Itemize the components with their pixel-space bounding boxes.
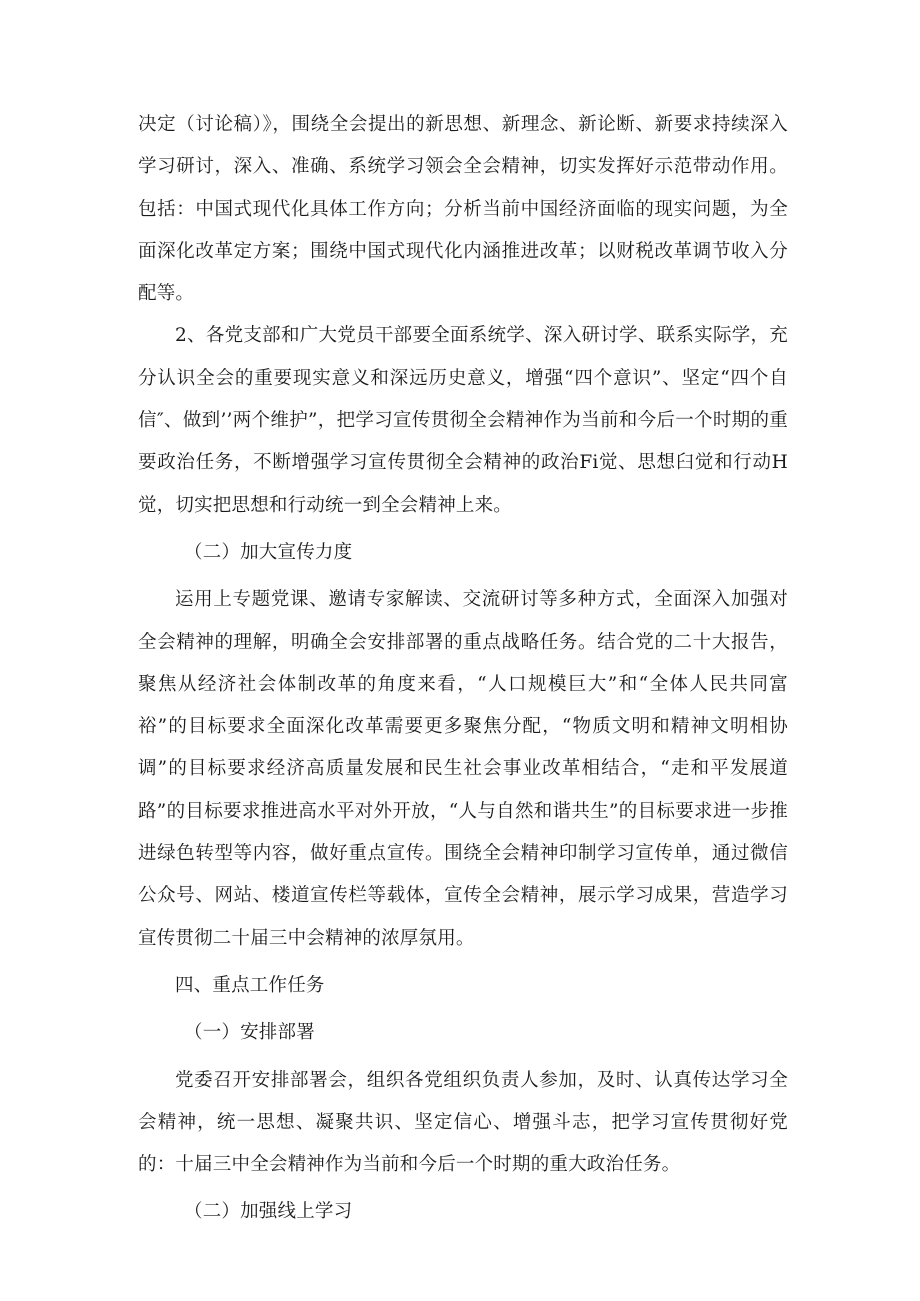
paragraph-decision-study: 决定（讨论稿）》，围绕全会提出的新思想、新理念、新论断、新要求持续深入学习研讨，深入、准确、系统学习领会全会精神，切实发挥好示范带动作用。包括：中国式现代化具体工作方向；分析当前中国经济面临的现实问题，为全面深化改革定方案；围绕中国式现代化内涵推进改革；以财税改革调节收入分配等。 [138,114,788,305]
paragraph-arrangement-meeting: 党委召开安排部署会，组织各党组织负责人参加，及时、认真传达学习全会精神，统一思想、凝聚共识、坚定信心、增强斗志，把学习宣传贯彻好党的：十届三中全会精神作为当前和今后一个时期的重大政治任务。 [138,1069,788,1176]
heading-key-tasks: 四、重点工作任务 [175,974,325,996]
document-body [138,104,788,1234]
paragraph-propaganda-methods: 运用上专题党课、邀请专家解读、交流研讨等多种方式，全面深入加强对全会精神的理解，明确全会安排部署的重点战略任务。结合党的二十大报告，聚焦从经济社会体制改革的角度来看，“人口规模巨大”和“全体人民共同富裕”的目标要求全面深化改革需要更多聚焦分配，“物质文明和精神文明相协调”的目标要求经济高质量发展和民生社会事业改革相结合，“走和平发展道路”的目标要求推进高水平对外开放，“人与自然和谐共生”的目标要求进一步推进绿色转型等内容，做好重点宣传。围绕全会精神印制学习宣传单，通过微信公众号、网站、楼道宣传栏等载体，宣传全会精神，展示学习成果，营造学习宣传贯彻二十届三中会精神的浓厚氛用。 [138,589,788,949]
heading-online-study: （二）加强线上学习 [184,1201,353,1223]
heading-propaganda: （二）加大宣传力度 [184,541,353,563]
heading-arrangement: （一）安排部署 [184,1022,315,1044]
paragraph-party-branches: 2、各党支部和广大党员干部要全面系统学、深入研讨学、联系实际学，充分认识全会的重要现实意义和深远历史意义，增强“四个意识”、坚定“四个自信″、做到’’两个维护”，把学习宣传贯彻全会精神作为当前和今后一个时期的重要政治任务，不断增强学习宣传贯彻全会精神的政治Fi觉、思想臼觉和行动H觉，切实把思想和行动统一到全会精神上来。 [138,325,788,516]
